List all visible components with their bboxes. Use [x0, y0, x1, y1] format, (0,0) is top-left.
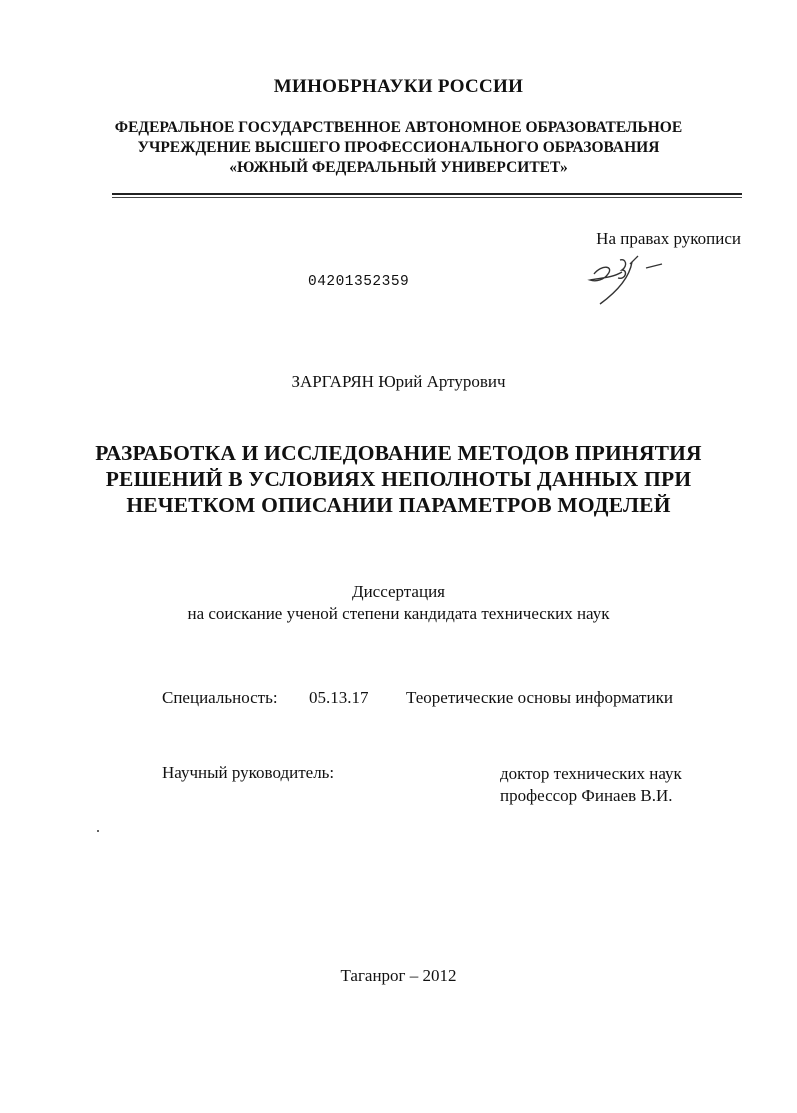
specialty-name: Теоретические основы информатики [406, 688, 673, 707]
title-line: РАЗРАБОТКА И ИССЛЕДОВАНИЕ МЕТОДОВ ПРИНЯТИЯ [95, 441, 702, 465]
institution-line: «ЮЖНЫЙ ФЕДЕРАЛЬНЫЙ УНИВЕРСИТЕТ» [229, 159, 568, 176]
specialty-code: 05.13.17 [309, 688, 369, 707]
supervisor-name: профессор Финаев В.И. [500, 786, 673, 805]
author-name: ЗАРГАРЯН Юрий Артурович [291, 372, 506, 391]
registration-code: 04201352359 [308, 274, 410, 290]
institution-line: ФЕДЕРАЛЬНОЕ ГОСУДАРСТВЕННОЕ АВТОНОМНОЕ ОБРАЗОВАТЕЛЬНОЕ [114, 119, 683, 136]
title-line: РЕШЕНИЙ В УСЛОВИЯХ НЕПОЛНОТЫ ДАННЫХ ПРИ [105, 467, 692, 491]
institution-name [0, 118, 797, 178]
specialty-label: Специальность: [162, 688, 278, 707]
title-line: НЕЧЕТКОМ ОПИСАНИИ ПАРАМЕТРОВ МОДЕЛЕЙ [126, 493, 671, 517]
supervisor-info [500, 763, 682, 807]
header-divider [112, 193, 742, 195]
header-divider-thin [112, 197, 742, 198]
ministry-heading: МИНОБРНАУКИ РОССИИ [273, 76, 524, 97]
degree-statement: на соискание ученой степени кандидата технических наук [187, 604, 610, 623]
document-type: Диссертация [351, 582, 445, 601]
dissertation-title [0, 440, 797, 518]
institution-line: УЧРЕЖДЕНИЕ ВЫСШЕГО ПРОФЕССИОНАЛЬНОГО ОБРАЗОВАНИЯ [137, 139, 660, 156]
handwritten-signature [582, 252, 668, 308]
supervisor-label: Научный руководитель: [162, 763, 335, 782]
place-and-year: Таганрог – 2012 [340, 966, 457, 985]
supervisor-degree: доктор технических наук [500, 764, 682, 783]
scan-speck [97, 830, 99, 832]
manuscript-note: На правах рукописи [596, 229, 741, 248]
